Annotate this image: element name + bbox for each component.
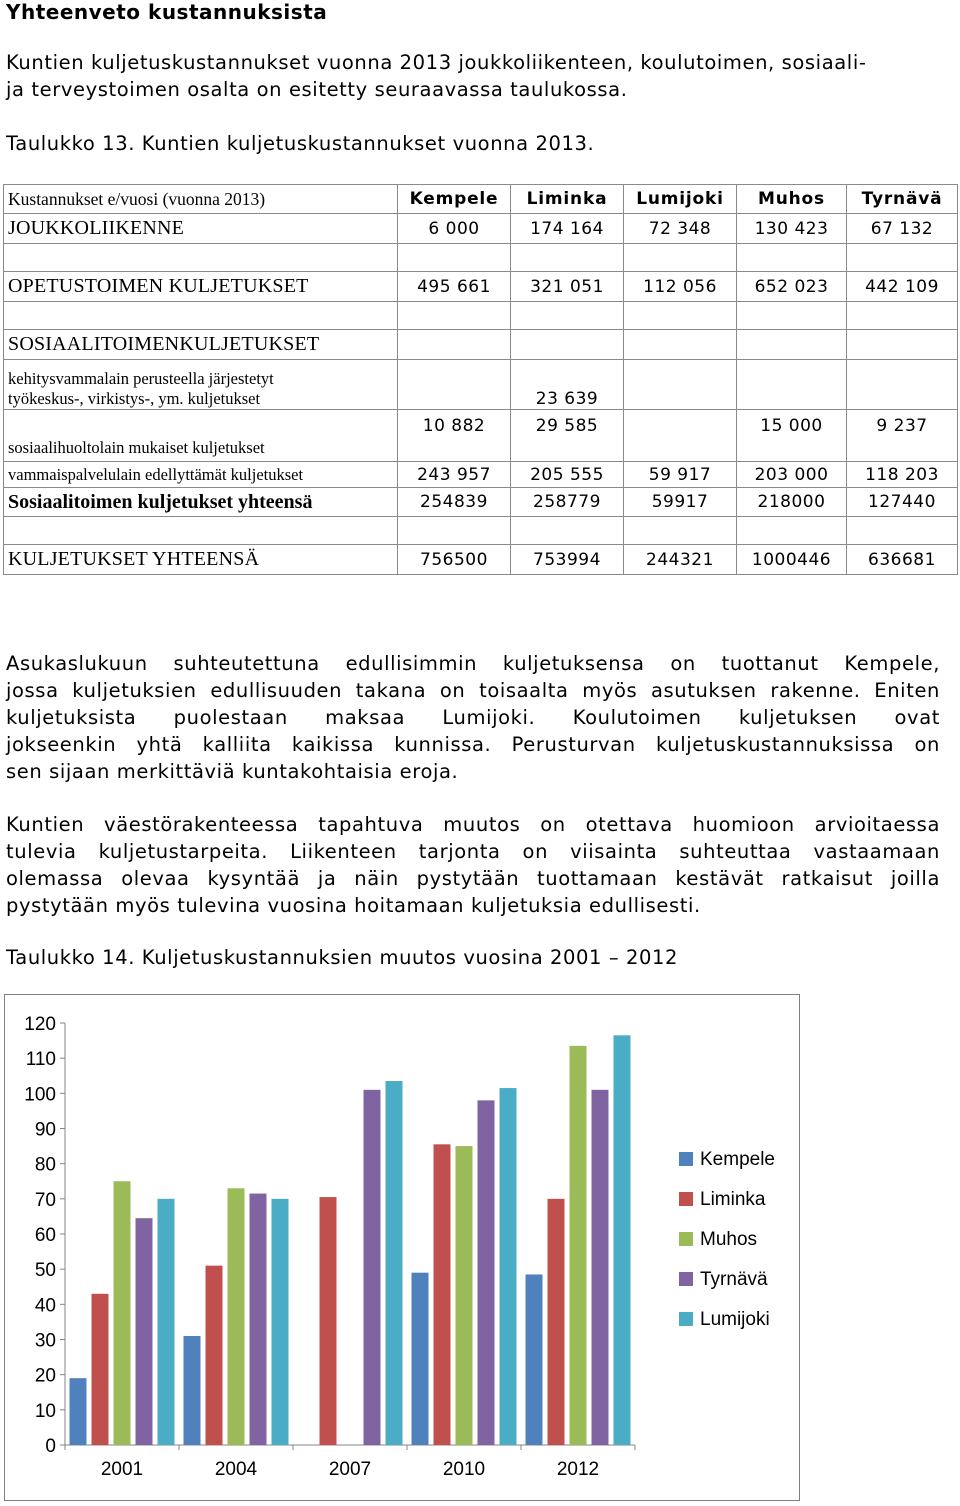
- y-tick-label: 20: [34, 1365, 56, 1387]
- table-row-vammaispalvelu: [4, 462, 958, 488]
- cell-value: 205 555: [511, 462, 624, 488]
- row-label: sosiaalihuoltolain mukaiset kuljetukset: [4, 410, 398, 462]
- cell-value: 72 348: [624, 214, 737, 244]
- paragraph-line: tulevia kuljetustarpeita. Liikenteen tarjonta on viisainta suhteuttaa vastaamaan: [6, 840, 940, 863]
- legend-label: Lumijoki: [700, 1309, 770, 1330]
- intro-line-1: Kuntien kuljetuskustannukset vuonna 2013 joukkoliikenteen, koulutoimen, sosiaali-: [6, 51, 867, 74]
- paragraph-line: olemassa olevaa kysyntää ja näin pystytään tuottamaan kestävät ratkaisut joilla: [6, 867, 940, 890]
- x-tick-label: 2012: [556, 1459, 600, 1480]
- cell-value: 203 000: [737, 462, 847, 488]
- cell-value: 321 051: [511, 272, 624, 302]
- bar-lumijoki-2012: [614, 1035, 631, 1445]
- paragraph-line: pystytään myös tulevina vuosina hoitamaan kuljetuksia edullisesti.: [6, 894, 701, 917]
- cell-value: 130 423: [737, 214, 847, 244]
- y-tick-label: 50: [34, 1260, 56, 1282]
- bar-liminka-2004: [206, 1266, 223, 1445]
- chart-frame: [4, 994, 800, 1501]
- legend-label: Kempele: [700, 1149, 775, 1170]
- bar-kempele-2012: [526, 1274, 543, 1445]
- table-spacer-row: [4, 244, 958, 272]
- table-row-grand-total: [4, 545, 958, 575]
- x-tick-label: 2010: [442, 1459, 486, 1480]
- cell-value: 442 109: [847, 272, 958, 302]
- table-spacer-row: [4, 302, 958, 330]
- cell-value: 127440: [847, 488, 958, 517]
- row-label: OPETUSTOIMEN KULJETUKSET: [4, 272, 398, 302]
- legend-swatch: [679, 1312, 693, 1326]
- x-tick-label: 2001: [100, 1459, 144, 1480]
- cell-value: 258779: [511, 488, 624, 517]
- cell-value: 652 023: [737, 272, 847, 302]
- cell-value: 15 000: [737, 410, 847, 462]
- legend-label: Liminka: [700, 1189, 766, 1210]
- cell-value: 1000446: [737, 545, 847, 575]
- bar-lumijoki-2004: [272, 1199, 289, 1445]
- cell-value: 753994: [511, 545, 624, 575]
- bar-kempele-2004: [184, 1336, 201, 1445]
- row-label-line-1: kehitysvammalain perusteella järjestetyt: [8, 368, 274, 388]
- bar-liminka-2007: [320, 1197, 337, 1445]
- row-label: [4, 360, 398, 410]
- row-label: vammaispalvelulain edellyttämät kuljetukset: [4, 462, 398, 488]
- legend-swatch: [679, 1192, 693, 1206]
- cell-value: 23 639: [511, 360, 624, 410]
- table-row-sosiaalitoimi-total: [4, 488, 958, 517]
- y-tick-label: 0: [45, 1436, 56, 1457]
- bar-lumijoki-2010: [500, 1088, 517, 1445]
- cell-value: 756500: [398, 545, 511, 575]
- table-row-joukkoliikenne: [4, 214, 958, 244]
- paragraph-line: kuljetuksista puolestaan maksaa Lumijoki. Koulutoimen kuljetuksen ovat: [6, 706, 940, 729]
- cell-value: 59917: [624, 488, 737, 517]
- bar-liminka-2012: [548, 1199, 565, 1445]
- cell-value: 636681: [847, 545, 958, 575]
- cell-value: 9 237: [847, 410, 958, 462]
- col-header-lumijoki: Lumijoki: [624, 185, 737, 214]
- y-tick-label: 120: [24, 1014, 56, 1035]
- y-tick-label: 100: [24, 1084, 56, 1106]
- row-label: SOSIAALITOIMENKULJETUKSET: [4, 330, 398, 360]
- cell-value: 59 917: [624, 462, 737, 488]
- bar-tyrnava-2012: [592, 1090, 609, 1445]
- cell-value: 10 882: [398, 410, 511, 462]
- paragraph-line: jossa kuljetuksien edullisuuden takana on toisaalta myös asutuksen rakenne. Eniten: [6, 679, 940, 702]
- bar-kempele-2001: [70, 1378, 87, 1445]
- cell-value: 112 056: [624, 272, 737, 302]
- table-row-sosiaalitoimi-header: [4, 330, 958, 360]
- col-header-tyrnava: Tyrnävä: [847, 185, 958, 214]
- bar-tyrnava-2001: [136, 1218, 153, 1445]
- y-tick-label: 40: [34, 1295, 56, 1317]
- y-tick-label: 110: [25, 1049, 56, 1071]
- col-header-muhos: Muhos: [737, 185, 847, 214]
- table-row-opetustoimi: [4, 272, 958, 302]
- bar-muhos-2004: [228, 1188, 245, 1445]
- bar-chart: [5, 995, 799, 1500]
- y-tick-label: 70: [34, 1189, 56, 1211]
- table-13-caption: Taulukko 13. Kuntien kuljetuskustannukset vuonna 2013.: [6, 132, 595, 155]
- y-tick-label: 90: [34, 1119, 56, 1141]
- bar-liminka-2001: [92, 1294, 109, 1445]
- cell-value: 254839: [398, 488, 511, 517]
- col-header-kempele: Kempele: [398, 185, 511, 214]
- paragraph-line: Asukaslukuun suhteutettuna edullisimmin kuljetuksensa on tuottanut Kempele,: [6, 652, 940, 675]
- y-tick-label: 80: [34, 1154, 56, 1176]
- bar-liminka-2010: [434, 1144, 451, 1445]
- cell-value: 67 132: [847, 214, 958, 244]
- header-label: Kustannukset e/vuosi (vuonna 2013): [4, 185, 398, 214]
- bar-tyrnava-2004: [250, 1194, 267, 1445]
- cell-value: 218000: [737, 488, 847, 517]
- cell-value: 6 000: [398, 214, 511, 244]
- legend-label: Muhos: [700, 1229, 758, 1250]
- y-tick-label: 60: [34, 1225, 56, 1246]
- table-row-kehitysvamma: [4, 360, 958, 410]
- cell-value: 243 957: [398, 462, 511, 488]
- bar-lumijoki-2001: [158, 1199, 175, 1445]
- legend-label: Tyrnävä: [700, 1269, 768, 1290]
- cell-value: 495 661: [398, 272, 511, 302]
- paragraph-line: Kuntien väestörakenteessa tapahtuva muutos on otettava huomioon arvioitaessa: [6, 813, 940, 836]
- paragraph-line: jokseenkin yhtä kalliita kaikissa kunnissa. Perusturvan kuljetuskustannuksissa on: [6, 733, 940, 756]
- row-label: KULJETUKSET YHTEENSÄ: [4, 545, 398, 575]
- cell-value: 174 164: [511, 214, 624, 244]
- bar-muhos-2001: [114, 1181, 131, 1445]
- section-heading: Yhteenveto kustannuksista: [6, 0, 328, 24]
- bar-lumijoki-2007: [386, 1081, 403, 1445]
- table-14-caption: Taulukko 14. Kuljetuskustannuksien muutos vuosina 2001 – 2012: [6, 946, 679, 969]
- row-label: Sosiaalitoimen kuljetukset yhteensä: [4, 488, 398, 517]
- x-tick-label: 2004: [214, 1459, 258, 1480]
- col-header-liminka: Liminka: [511, 185, 624, 214]
- y-tick-label: 30: [34, 1330, 56, 1352]
- bar-tyrnava-2010: [478, 1100, 495, 1445]
- row-label-line-2: työkeskus-, virkistys-, ym. kuljetukset: [8, 388, 261, 408]
- bar-tyrnava-2007: [364, 1090, 381, 1445]
- bar-muhos-2010: [456, 1146, 473, 1445]
- legend-swatch: [679, 1272, 693, 1286]
- bar-muhos-2012: [570, 1046, 587, 1445]
- cell-value: 29 585: [511, 410, 624, 462]
- x-tick-label: 2007: [328, 1459, 372, 1480]
- table-spacer-row: [4, 517, 958, 545]
- row-label: JOUKKOLIIKENNE: [4, 214, 398, 244]
- paragraph-line: sen sijaan merkittäviä kuntakohtaisia eroja.: [6, 760, 459, 783]
- cell-value: 244321: [624, 545, 737, 575]
- table-header-row: [4, 185, 958, 214]
- legend-swatch: [679, 1232, 693, 1246]
- table-row-sosiaalihuolto: [4, 410, 958, 462]
- y-tick-label: 10: [34, 1400, 56, 1422]
- cell-value: 118 203: [847, 462, 958, 488]
- intro-line-2: ja terveystoimen osalta on esitetty seuraavassa taulukossa.: [6, 78, 628, 101]
- legend-swatch: [679, 1152, 693, 1166]
- cost-table: [3, 184, 958, 575]
- bar-kempele-2010: [412, 1273, 429, 1445]
